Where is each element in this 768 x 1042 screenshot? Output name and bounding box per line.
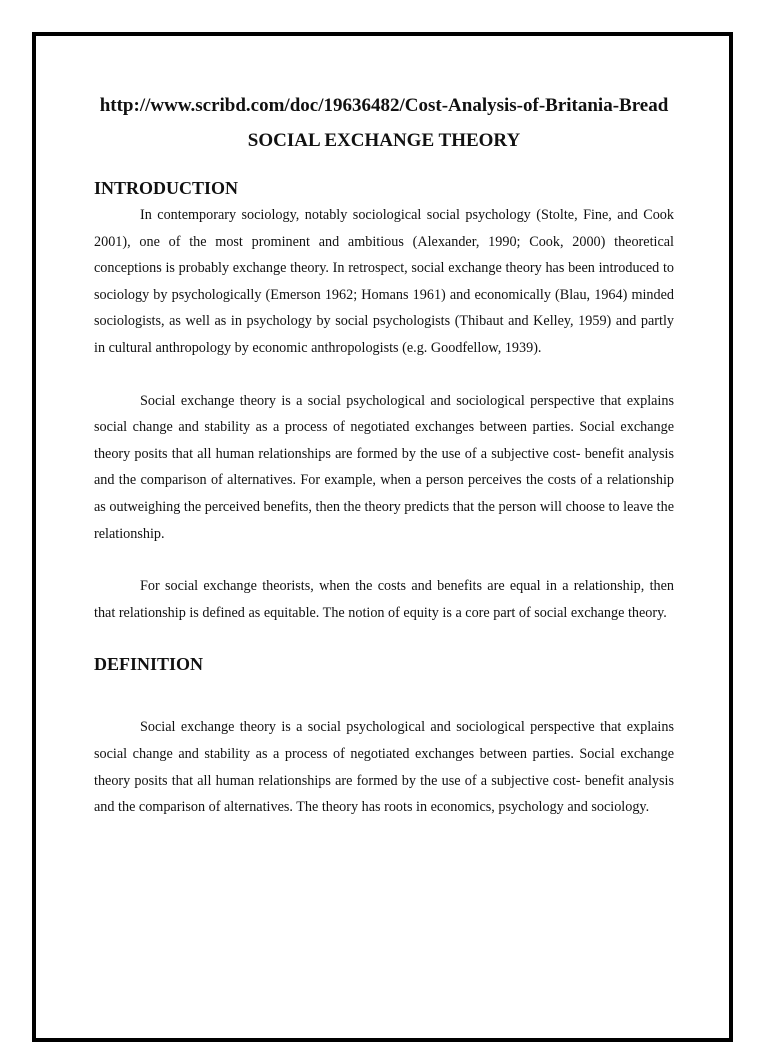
introduction-paragraph-2: Social exchange theory is a social psychological and sociological perspective that explains social change and stability as a process of negotiated exchanges between parties. Social exchange theory posits that all human relationships are formed by the use of a subjective cost- benefit analysis and the comparison of alternatives. For example, when a person perceives the costs of a relationship as outweighing the perceived benefits, then the theory predicts that the person will choose to leave the relationship. xyxy=(94,392,674,542)
introduction-paragraph-3: For social exchange theorists, when the costs and benefits are equal in a relationship, then that relationship is defined as equitable. The notion of equity is a core part of social exchange theory. xyxy=(94,578,674,621)
document-title: SOCIAL EXCHANGE THEORY xyxy=(247,130,521,151)
definition-paragraph-1: Social exchange theory is a social psychological and sociological perspective that explains social change and stability as a process of negotiated exchanges between parties. Social exchange theory posits that all human relationships are formed by the use of a subjective cost- benefit analysis and the comparison of alternatives. The theory has roots in economics, psychology and sociology. xyxy=(94,719,674,816)
source-url[interactable]: http://www.scribd.com/doc/19636482/Cost-Analysis-of-Britania-Bread xyxy=(99,95,669,116)
definition-heading: DEFINITION xyxy=(94,654,204,675)
introduction-heading: INTRODUCTION xyxy=(94,178,239,198)
document-body xyxy=(94,88,674,821)
introduction-paragraph-1: In contemporary sociology, notably sociological social psychology (Stolte, Fine, and Cook 2001), one of the most prominent and ambitious (Alexander, 1990; Cook, 2000) theoretical conceptions is probably exchange theory. In retrospect, social exchange theory has been introduced to sociology by psychologically (Emerson 1962; Homans 1961) and economically (Blau, 1964) minded sociologists, as well as in psychology by social psychologists (Thibaut and Kelley, 1959) and partly in cultural anthropology by economic anthropologists (e.g. Goodfellow, 1939). xyxy=(94,207,674,356)
